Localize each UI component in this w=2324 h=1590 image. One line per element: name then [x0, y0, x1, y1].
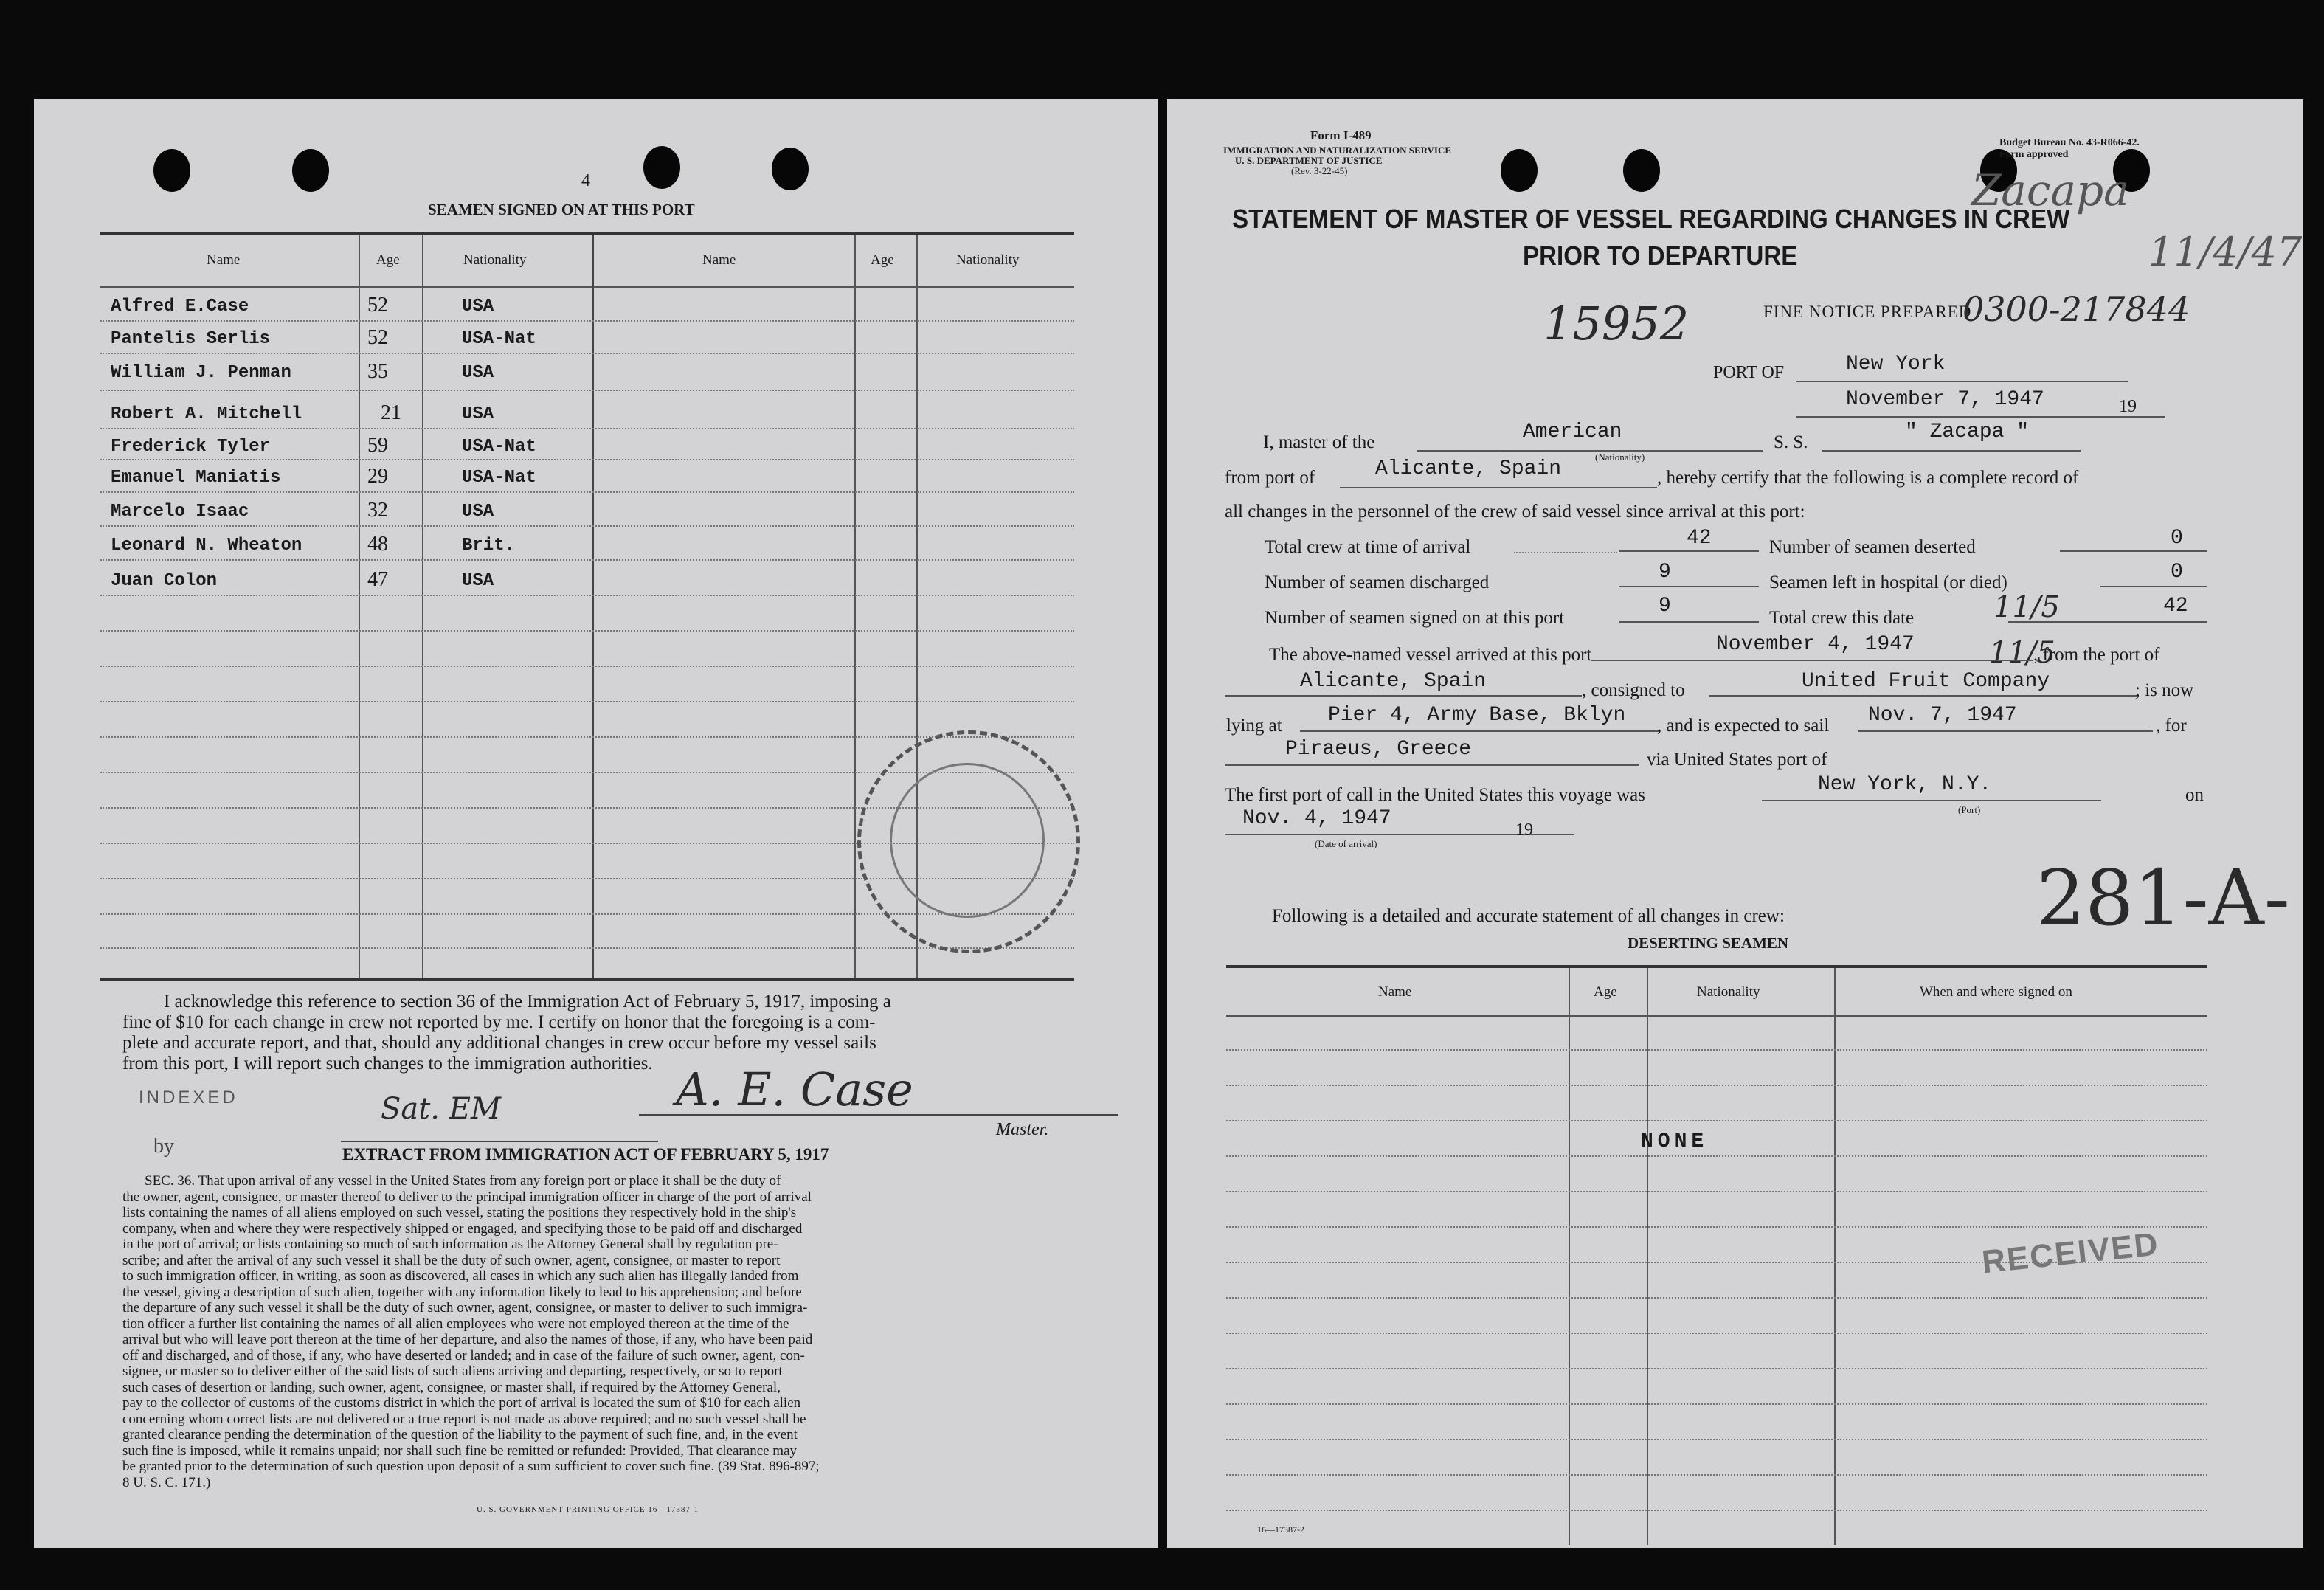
- acknowledgement-line: I acknowledge this reference to section 36 of the Immigration Act of February 5, 1917, imposing a: [164, 992, 891, 1012]
- arrived-note: 11/5: [1989, 636, 2055, 670]
- field-line: [1822, 450, 2081, 452]
- port-of-value: New York: [1846, 353, 1946, 376]
- statement-date: November 7, 1947: [1846, 388, 2044, 411]
- punch-hole: [1623, 149, 1660, 192]
- form-title-line1: STATEMENT OF MASTER OF VESSEL REGARDING CHANGES IN CREW: [1232, 204, 2070, 234]
- crew-nationality: USA-Nat: [462, 468, 536, 488]
- stat-label-total-today: Total crew this date: [1769, 608, 1915, 628]
- left-page: [34, 99, 1158, 1548]
- crew-name: Pantelis Serlis: [111, 329, 271, 349]
- crew-age: 47: [367, 568, 388, 591]
- following-text: Following is a detailed and accurate statement of all changes in crew:: [1272, 906, 1785, 926]
- column-header-name: Name: [207, 252, 241, 268]
- first-port: New York, N.Y.: [1818, 773, 1992, 796]
- punch-hole: [643, 146, 680, 189]
- extract-line: the vessel, giving a description of such alien, together with any information likely to lead to his apprehension; and before: [122, 1284, 802, 1300]
- row-rule: [100, 666, 1074, 667]
- row-rule: [100, 459, 1074, 460]
- lying-at: Pier 4, Army Base, Bklyn: [1328, 704, 1626, 727]
- column-header-name: Name: [1378, 984, 1412, 1000]
- printing-code: 16—17387-2: [1257, 1524, 1304, 1535]
- stat-label-deserted: Number of seamen deserted: [1769, 537, 1976, 557]
- header-rule: [1226, 1015, 2207, 1017]
- crew-name: William J. Penman: [111, 363, 291, 383]
- extract-line: company, when and where they were respectively shipped or engaged, and specifying those to be paid off and discharged: [122, 1220, 803, 1237]
- crew-age: 52: [367, 294, 388, 317]
- extract-line: be granted prior to the determination of such question upon deposit of a sum sufficient to cover such fine. (39 Stat. 896-897;: [122, 1459, 820, 1474]
- received-seal-inner: [890, 763, 1045, 918]
- indexed-stamp: INDEXED: [139, 1088, 238, 1107]
- crew-nationality: USA: [462, 363, 494, 383]
- port-caption: (Port): [1958, 804, 1981, 815]
- sail-date: Nov. 7, 1947: [1868, 704, 2017, 727]
- field-line: [1858, 730, 2153, 732]
- field-line: [2008, 621, 2207, 623]
- column-rule: [1834, 968, 1836, 1545]
- agency-line: (Rev. 3-22-45): [1291, 165, 1348, 176]
- crew-nationality: USA: [462, 571, 494, 591]
- stat-total-today: 42: [2163, 595, 2188, 618]
- column-header-age: Age: [1594, 984, 1617, 1000]
- extract-line: pay to the collector of customs of the customs district in which the port of arrival is located the sum of $10 for each alien: [122, 1395, 801, 1411]
- row-rule: [1226, 1297, 2207, 1299]
- field-line: [1796, 416, 2165, 418]
- row-rule: [100, 595, 1074, 596]
- handwritten-note: Sat. EM: [381, 1092, 501, 1126]
- column-rule: [1647, 968, 1648, 1545]
- acknowledgement-line: from this port, I will report such changes to the immigration authorities.: [122, 1054, 653, 1074]
- row-rule: [1226, 1226, 2207, 1228]
- field-line: [1796, 381, 2128, 382]
- for-label: , for: [2156, 716, 2187, 736]
- stat-total-arrival: 42: [1687, 527, 1712, 550]
- origin-port: Alicante, Spain: [1300, 670, 1487, 693]
- master-label: Master.: [996, 1120, 1049, 1139]
- field-line: [2060, 550, 2207, 552]
- crew-age: 21: [381, 401, 401, 424]
- acknowledgement-line: fine of $10 for each change in crew not reported by me. I certify on honor that the foregoing is a com-: [122, 1012, 876, 1032]
- certify-line2: all changes in the personnel of the crew of said vessel since arrival at this port:: [1225, 502, 1805, 522]
- field-line: [1619, 586, 1759, 587]
- form-title-line2: PRIOR TO DEPARTURE: [1523, 241, 1798, 271]
- form-number: Form I-489: [1310, 128, 1372, 142]
- crew-name: Leonard N. Wheaton: [111, 536, 302, 556]
- agency-line: U. S. DEPARTMENT OF JUSTICE: [1235, 155, 1383, 166]
- extract-line: signee, or master so to deliver either of the said lists of such aliens arriving and departing, respectively, or so to report: [122, 1363, 783, 1379]
- crew-age: 48: [367, 533, 388, 556]
- total-today-note: 11/5: [1993, 590, 2060, 624]
- is-now-label: ; is now: [2135, 680, 2194, 700]
- lying-at-label: lying at: [1226, 716, 1282, 736]
- crew-name: Alfred E.Case: [111, 297, 249, 317]
- stat-signed-on: 9: [1659, 595, 1671, 618]
- row-rule: [100, 390, 1074, 391]
- file-number: 15952: [1543, 297, 1690, 350]
- arrived-label: The above-named vessel arrived at this port: [1269, 645, 1592, 665]
- column-rule: [854, 235, 856, 978]
- crew-age: 35: [367, 360, 388, 383]
- extract-line: off and discharged, and of those, if any, who have deserted or landed; and in case of the failure of such owner, agent, con-: [122, 1347, 805, 1363]
- extract-line: 8 U. S. C. 171.): [122, 1474, 211, 1490]
- extract-rule: [341, 1141, 658, 1142]
- row-rule: [1226, 1510, 2207, 1511]
- column-header-age: Age: [871, 252, 894, 268]
- page-number: 4: [581, 171, 590, 190]
- row-rule: [1226, 1191, 2207, 1192]
- row-rule: [1226, 1403, 2207, 1405]
- handwritten-date: 11/4/47: [2148, 229, 2303, 275]
- crew-nationality: USA: [462, 502, 494, 522]
- crew-age: 29: [367, 465, 388, 488]
- row-rule: [1226, 1474, 2207, 1476]
- extract-line: SEC. 36. That upon arrival of any vessel in the United States from any foreign port or place it shall be the duty of: [145, 1173, 781, 1189]
- extract-line: scribe; and after the arrival of any such vessel it shall be the duty of such owner, agent, consignee, or master to report: [122, 1252, 781, 1268]
- punch-hole: [292, 149, 329, 192]
- field-line: [1762, 800, 2101, 801]
- crew-name: Emanuel Maniatis: [111, 468, 281, 488]
- field-line: [1340, 487, 1657, 488]
- printing-office-line: U. S. GOVERNMENT PRINTING OFFICE 16—17387-1: [477, 1505, 699, 1514]
- crew-name: Marcelo Isaac: [111, 502, 249, 522]
- stat-deserted: 0: [2171, 527, 2183, 550]
- extract-line: the departure of any such vessel it shall be the duty of such owner, agent, consignee, or master to deliver to such immigra-: [122, 1300, 808, 1316]
- from-port-value: Alicante, Spain: [1375, 457, 1562, 480]
- field-line: [1417, 450, 1763, 452]
- nationality-value: American: [1523, 421, 1622, 443]
- crew-name: Juan Colon: [111, 571, 218, 591]
- row-rule: [100, 428, 1074, 429]
- punch-hole: [1501, 149, 1538, 192]
- extract-line: such fine is imposed, while it remains unpaid; nor shall such fine be remitted or refunded: Provided, That clearance may: [122, 1442, 798, 1459]
- punch-hole: [153, 149, 190, 192]
- ss-label: S. S.: [1774, 432, 1808, 452]
- crew-nationality: Brit.: [462, 536, 516, 556]
- row-rule: [100, 559, 1074, 561]
- extract-line: granted clearance pending the determination of the question of the liability to the payment of such fine, and, in the event: [122, 1427, 798, 1442]
- extract-line: arrival but who will leave port thereon at the time of her departure, and also the names of those, if any, who have been paid: [122, 1332, 813, 1347]
- row-rule: [100, 947, 1074, 949]
- field-line: [1591, 660, 2033, 661]
- row-rule: [100, 353, 1074, 354]
- crew-name: Robert A. Mitchell: [111, 404, 302, 424]
- deserting-none: NONE: [1641, 1130, 1709, 1153]
- field-line: [1300, 730, 1660, 732]
- punch-hole: [772, 148, 809, 190]
- row-rule: [1226, 1049, 2207, 1051]
- row-rule: [100, 701, 1074, 702]
- received-stamp: RECEIVED: [1980, 1226, 2161, 1281]
- stat-label-total-arrival: Total crew at time of arrival: [1265, 537, 1471, 557]
- row-rule: [100, 630, 1074, 632]
- right-page: [1167, 99, 2303, 1548]
- stat-hospital: 0: [2171, 561, 2183, 584]
- column-header-nationality: Nationality: [956, 252, 1020, 268]
- field-line: [1619, 550, 1759, 552]
- extract-body: [122, 1173, 1126, 1490]
- agency-line: IMMIGRATION AND NATURALIZATION SERVICE: [1223, 145, 1452, 156]
- arrived-date: November 4, 1947: [1716, 633, 1915, 656]
- column-header-name: Name: [702, 252, 736, 268]
- row-rule: [100, 491, 1074, 493]
- stat-label-signed-on: Number of seamen signed on at this port: [1265, 608, 1565, 628]
- signature-line: [639, 1114, 1118, 1116]
- extract-line: to such immigration officer, in writing, as soon as discovered, all cases in which any such alien has illegally landed from: [122, 1268, 799, 1284]
- from-the-port-of: , from the port of: [2033, 645, 2160, 665]
- field-line: [1225, 764, 1639, 766]
- row-rule: [100, 320, 1074, 322]
- acknowledgement-line: plete and accurate report, and that, should any additional changes in crew occur before my vessel sails: [122, 1033, 876, 1053]
- crew-nationality: USA: [462, 404, 494, 424]
- handwritten-vessel-name: Zacapa: [1971, 165, 2129, 215]
- column-header-nationality: Nationality: [1697, 984, 1760, 1000]
- column-rule: [592, 235, 594, 978]
- row-rule: [1226, 1368, 2207, 1369]
- fine-notice-label: FINE NOTICE PREPARED: [1763, 303, 1972, 321]
- fine-notice-value: 0300-217844: [1962, 289, 2190, 329]
- destination: Piraeus, Greece: [1285, 738, 1472, 761]
- column-rule: [422, 235, 423, 978]
- stat-discharged: 9: [1659, 561, 1671, 584]
- field-line: [1225, 695, 1582, 697]
- crew-nationality: USA-Nat: [462, 329, 536, 349]
- column-header-signed-on: When and where signed on: [1920, 984, 2072, 1000]
- date-of-arrival-caption: (Date of arrival): [1315, 838, 1377, 849]
- field-line: [2100, 586, 2207, 587]
- file-code: 281-A-: [2036, 853, 2290, 943]
- crew-age: 52: [367, 326, 388, 349]
- deserting-title: DESERTING SEAMEN: [1628, 934, 1789, 952]
- row-rule: [1226, 1155, 2207, 1157]
- crew-nationality: USA-Nat: [462, 437, 536, 457]
- field-line: [1709, 695, 2137, 697]
- extract-line: concerning whom correct lists are not delivered or a true report is not made as above required; and no such vessel shall be: [122, 1411, 806, 1427]
- table-top-rule: [100, 232, 1074, 235]
- header-rule: [100, 286, 1074, 288]
- consigned-label: , consigned to: [1582, 680, 1685, 700]
- crew-age: 32: [367, 499, 388, 522]
- extract-line: such cases of desertion or landing, such owner, agent, consignee, or master shall, if required by the Attorney General,: [122, 1379, 781, 1395]
- column-rule: [359, 235, 360, 978]
- certify-text: , hereby certify that the following is a complete record of: [1657, 468, 2079, 488]
- column-header-nationality: Nationality: [463, 252, 527, 268]
- crew-age: 59: [367, 434, 388, 457]
- master-signature: A. E. Case: [676, 1062, 913, 1116]
- on-label: on: [2185, 785, 2204, 805]
- crew-nationality: USA: [462, 297, 494, 317]
- port-of-label: PORT OF: [1713, 363, 1785, 382]
- stat-label-hospital: Seamen left in hospital (or died): [1769, 573, 2007, 592]
- stat-label-discharged: Number of seamen discharged: [1265, 573, 1490, 592]
- consignee: United Fruit Company: [1802, 670, 2050, 693]
- extract-line: tion officer a further list containing the names of all alien employees who were not employed thereon at the time of the: [122, 1316, 789, 1332]
- extract-line: in the port of arrival; or lists containing so much of such information as the Attorney General shall by regulation pre-: [122, 1237, 778, 1252]
- first-port-label: The first port of call in the United States this voyage was: [1225, 785, 1646, 805]
- nationality-caption: (Nationality): [1595, 452, 1645, 463]
- section-title: SEAMEN SIGNED ON AT THIS PORT: [428, 201, 695, 218]
- row-rule: [1226, 1333, 2207, 1334]
- row-rule: [1226, 1120, 2207, 1121]
- extract-line: lists containing the names of all aliens employed on such vessel, stating the positions they respectively hold in the ship's: [122, 1205, 797, 1220]
- year-suffix: 19: [1515, 820, 1533, 840]
- budget-bureau: Budget Bureau No. 43-R066-42.: [1999, 137, 2140, 148]
- arrival-date: Nov. 4, 1947: [1242, 807, 1391, 830]
- year-suffix: 19: [2119, 397, 2137, 416]
- row-rule: [100, 525, 1074, 527]
- from-port-label: from port of: [1225, 468, 1315, 488]
- master-of-the-label: I, master of the: [1263, 432, 1375, 452]
- ship-name: " Zacapa ": [1905, 421, 2030, 443]
- row-rule: [1226, 1085, 2207, 1086]
- form-approved: Form approved: [1999, 149, 2069, 160]
- table-bottom-rule: [100, 978, 1074, 981]
- via-label: via United States port of: [1647, 750, 1827, 770]
- extract-title: EXTRACT FROM IMMIGRATION ACT OF FEBRUARY 5, 1917: [342, 1145, 829, 1164]
- field-line: [1619, 621, 1759, 623]
- table-top-rule: [1226, 965, 2207, 968]
- column-rule: [1569, 968, 1570, 1545]
- indexed-by: by: [153, 1135, 174, 1158]
- crew-name: Frederick Tyler: [111, 437, 271, 457]
- row-rule: [1226, 1439, 2207, 1440]
- leader-dots: [1514, 552, 1617, 553]
- extract-line: the owner, agent, consignee, or master thereof to deliver to the principal immigration officer in charge of the port of arrival: [122, 1189, 812, 1205]
- sail-label: , and is expected to sail: [1657, 716, 1830, 736]
- column-header-age: Age: [376, 252, 400, 268]
